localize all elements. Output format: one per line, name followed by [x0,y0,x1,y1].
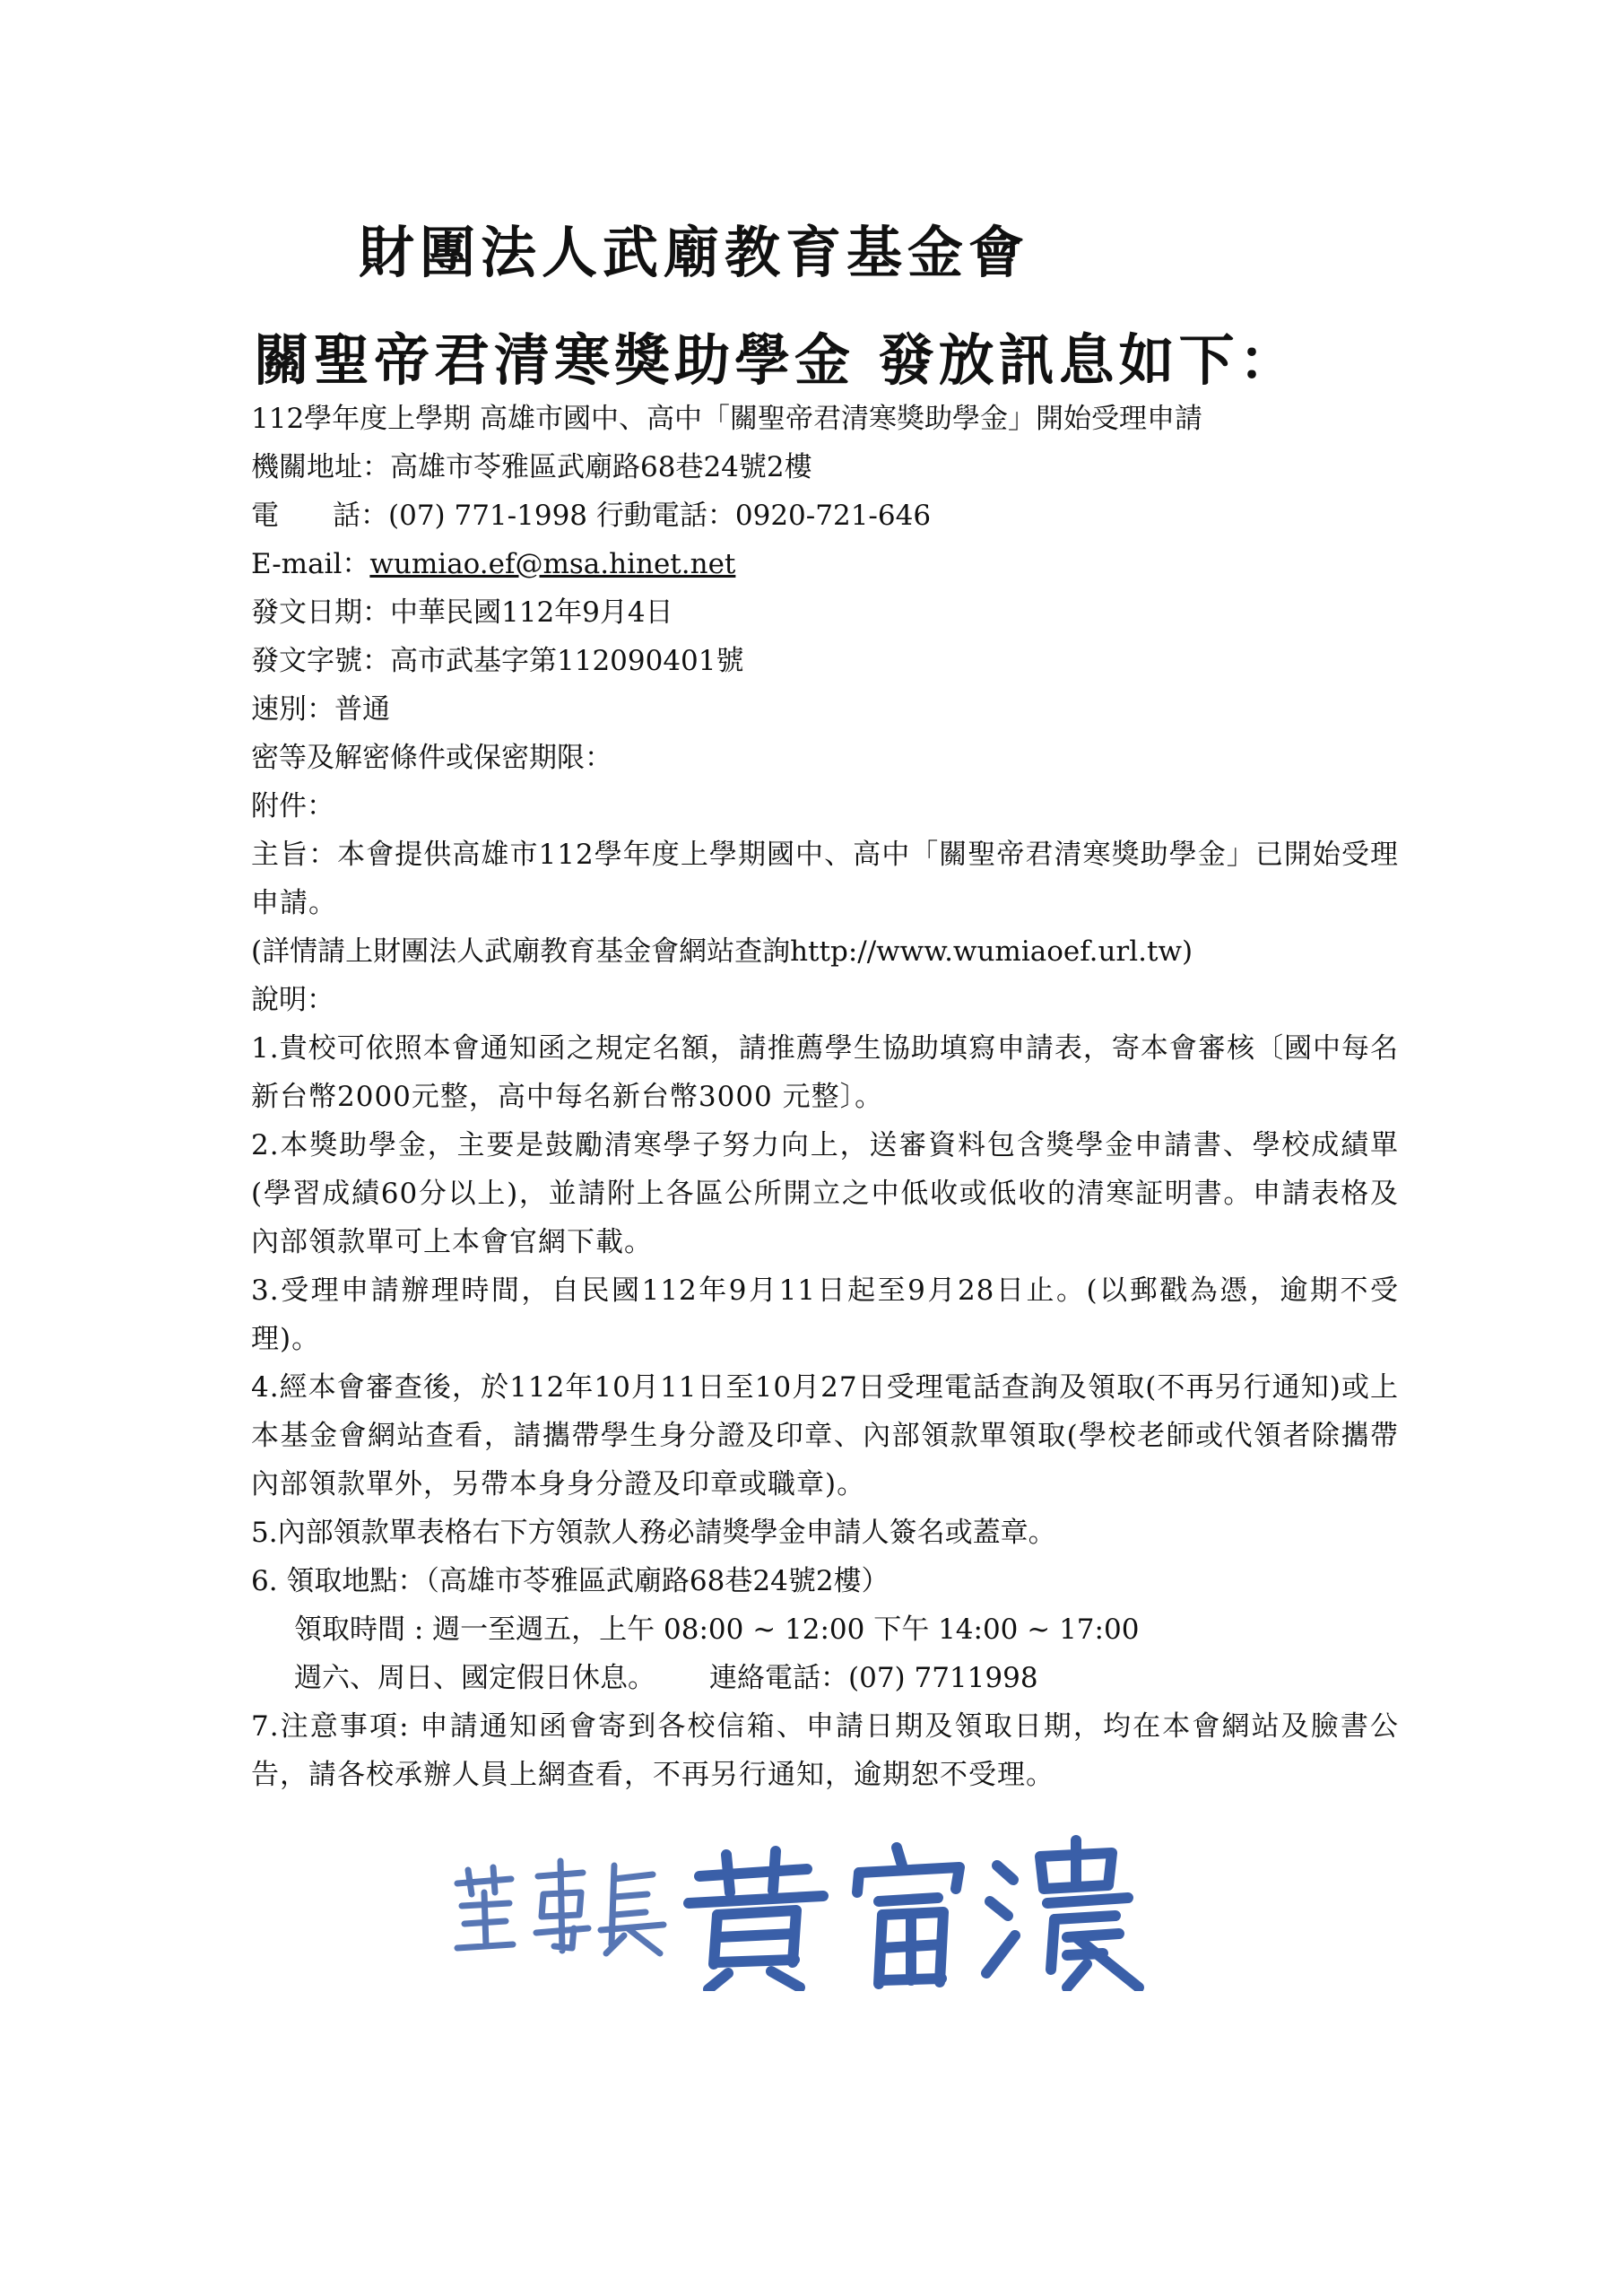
issue-date-value: 中華民國112年9月4日 [390,596,673,629]
speed-line [251,685,1399,734]
explanation-label: 說明： [251,984,334,1016]
pickup-closed-line [251,1654,1399,1702]
explanation-item-6-title: 6. 領取地點：（高雄市苓雅區武廟路68巷24號2樓） [251,1565,890,1597]
explanation-item-5: 5.內部領款單表格右下方領款人務必請獎學金申請人簽名或蓋章。 [251,1517,1056,1549]
explanation-item-1: 1.貴校可依照本會通知函之規定名額，請推薦學生協助填寫申請表，寄本會審核〔國中每名新台幣2000元整，高中每名新台幣3000 元整〕。 [251,1032,1399,1113]
signature-image [448,1830,1148,1991]
document-number-line [251,637,1399,685]
document-number-value: 高市武基字第112090401號 [390,645,744,677]
speed-value: 普通 [334,693,390,726]
explanation-item-4: 4.經本會審查後，於112年10月11日至10月27日受理電話查詢及領取(不再另行通知)或上本基金會網站查看，請攜帶學生身分證及印章、內部領款單領取(學校老師或代領者除攜帶內部領款單外，另帶本身身分證及印章或職章)。 [251,1371,1399,1500]
secrecy-line: 密等及解密條件或保密期限： [251,742,612,774]
subject-text: 本會提供高雄市112學年度上學期國中、高中「關聖帝君清寒獎助學金」已開始受理申請。 [251,839,1400,919]
explanation-item-2: 2.本獎助學金，主要是鼓勵清寒學子努力向上，送審資料包含獎學金申請書、學校成績單(學習成績60分以上)，並請附上各區公所開立之中低收或低收的清寒証明書。申請表格及內部領款單可上本會官網下載。 [251,1129,1399,1258]
phone-label-char1: 電 [251,500,279,532]
organization-title: 財團法人武廟教育基金會 [359,220,1030,285]
contact-phone-text: 連絡電話：(07) 7711998 [709,1662,1038,1694]
address-value: 高雄市苓雅區武廟路68巷24號2樓 [390,451,812,483]
email-line [251,540,1399,588]
closed-days-text: 週六、周日、國定假日休息。 [294,1662,655,1694]
explanation-item-3: 3.受理申請辦理時間，自民國112年9月11日起至9月28日止。(以郵戳為憑，逾期不受理)。 [251,1274,1399,1355]
speed-label: 速別： [251,693,334,726]
subject-paragraph [251,831,1399,927]
pickup-hours-line: 領取時間 : 週一至週五，上午 08:00 ~ 12:00 下午 14:00 ~ 17:00 [294,1613,1140,1646]
phone-line [251,491,1399,540]
notice-title: 關聖帝君清寒獎助學金 發放訊息如下： [254,327,1299,393]
address-label: 機關地址： [251,451,390,483]
intro-line: 112學年度上學期 高雄市國中、高中「關聖帝君清寒獎助學金」開始受理申請 [251,403,1203,435]
issue-date-label: 發文日期： [251,596,390,629]
email-link[interactable]: wumiao.ef@msa.hinet.net [369,548,736,580]
subject-detail-line: (詳情請上財團法人武廟教育基金會網站查詢http://www.wumiaoef.url.tw) [251,935,1193,968]
explanation-item-7: 7.注意事項: 申請通知函會寄到各校信箱、申請日期及領取日期，均在本會網站及臉書公告，請各校承辦人員上網查看，不再另行通知，逾期恕不受理。 [251,1710,1399,1791]
email-label: E-mail： [251,548,370,580]
phone-label-char2: 話： [333,500,388,532]
chairman-signature [448,1830,1148,1991]
document-body [251,395,1399,1799]
issue-date-line [251,588,1399,637]
phone-value: (07) 771-1998 行動電話：0920-721-646 [388,500,932,532]
attachment-line: 附件： [251,790,334,822]
address-line [251,443,1399,491]
subject-label: 主旨： [251,839,338,871]
document-number-label: 發文字號： [251,645,390,677]
